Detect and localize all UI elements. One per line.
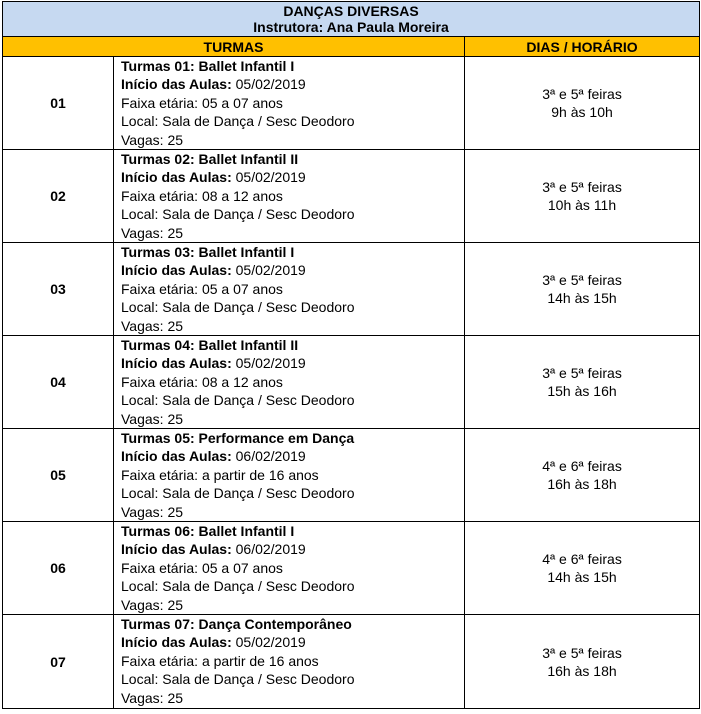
local-line [121, 112, 464, 130]
turma-details [114, 150, 465, 243]
local-label: Local: [121, 206, 159, 223]
turma-details [114, 522, 465, 615]
faixa-line [121, 652, 464, 670]
faixa-label: Faixa etária: [121, 187, 199, 204]
time-range: 15h às 16h [547, 383, 617, 399]
faixa-line [121, 559, 464, 577]
weekdays: 3ª e 5ª feiras [542, 86, 622, 102]
faixa-label: Faixa etária: [121, 94, 199, 111]
local-value: Sala de Dança / Sesc Deodoro [162, 485, 355, 502]
turma-number: 04 [3, 336, 114, 429]
inicio-date: 05/02/2019 [235, 634, 306, 651]
time-range: 14h às 15h [547, 569, 617, 585]
schedule-cell [465, 522, 700, 615]
vagas-value: 25 [167, 596, 184, 613]
vagas-label: Vagas: [121, 689, 164, 706]
inicio-line [121, 447, 464, 465]
schedule-rows [3, 57, 700, 709]
faixa-line [121, 373, 464, 391]
time-range: 14h às 15h [547, 290, 617, 306]
turma-details [114, 615, 465, 709]
faixa-line [121, 187, 464, 205]
table-row [3, 57, 700, 150]
column-header-dias: DIAS / HORÁRIO [465, 37, 700, 57]
local-label: Local: [121, 671, 159, 688]
column-header-row [3, 37, 700, 57]
inicio-date: 05/02/2019 [235, 355, 306, 372]
time-range: 16h às 18h [547, 476, 617, 492]
faixa-label: Faixa etária: [121, 466, 199, 483]
inicio-label: Início das Aulas: [121, 634, 232, 651]
inicio-date: 05/02/2019 [235, 262, 306, 279]
inicio-label: Início das Aulas: [121, 76, 232, 93]
faixa-line [121, 466, 464, 484]
page-title: DANÇAS DIVERSAS [283, 3, 419, 19]
weekdays: 3ª e 5ª feiras [542, 179, 622, 195]
schedule-cell [465, 150, 700, 243]
turma-number: 01 [3, 57, 114, 150]
table-row [3, 522, 700, 615]
schedule-cell [465, 336, 700, 429]
weekdays: 4ª e 6ª feiras [542, 458, 622, 474]
turma-number: 05 [3, 429, 114, 522]
vagas-label: Vagas: [121, 131, 164, 148]
vagas-label: Vagas: [121, 503, 164, 520]
faixa-line [121, 94, 464, 112]
local-line [121, 577, 464, 595]
schedule-cell [465, 615, 700, 709]
turma-details [114, 57, 465, 150]
schedule-cell [465, 57, 700, 150]
turma-number: 02 [3, 150, 114, 243]
inicio-label: Início das Aulas: [121, 448, 232, 465]
turma-details [114, 243, 465, 336]
local-value: Sala de Dança / Sesc Deodoro [162, 671, 355, 688]
faixa-label: Faixa etária: [121, 280, 199, 297]
vagas-value: 25 [167, 224, 184, 241]
schedule-cell [465, 243, 700, 336]
inicio-line [121, 168, 464, 186]
faixa-label: Faixa etária: [121, 373, 199, 390]
local-label: Local: [121, 392, 159, 409]
local-value: Sala de Dança / Sesc Deodoro [162, 578, 355, 595]
faixa-value: 05 a 07 anos [201, 280, 283, 297]
title-cell [3, 2, 700, 37]
inicio-date: 06/02/2019 [235, 448, 306, 465]
vagas-line [121, 224, 464, 242]
vagas-line [121, 503, 464, 521]
faixa-line [121, 280, 464, 298]
local-value: Sala de Dança / Sesc Deodoro [162, 206, 355, 223]
turma-name: Turmas 03: Ballet Infantil I [121, 244, 295, 260]
weekdays: 3ª e 5ª feiras [542, 365, 622, 381]
inicio-date: 06/02/2019 [235, 541, 306, 558]
vagas-value: 25 [167, 410, 184, 427]
turma-number: 07 [3, 615, 114, 709]
faixa-label: Faixa etária: [121, 559, 199, 576]
turma-name: Turmas 04: Ballet Infantil II [121, 337, 299, 353]
local-line [121, 484, 464, 502]
turma-number: 03 [3, 243, 114, 336]
vagas-value: 25 [167, 503, 184, 520]
turma-name: Turmas 07: Dança Contemporâneo [121, 616, 352, 632]
vagas-value: 25 [167, 317, 184, 334]
weekdays: 3ª e 5ª feiras [542, 272, 622, 288]
table-row [3, 150, 700, 243]
local-line [121, 391, 464, 409]
inicio-label: Início das Aulas: [121, 355, 232, 372]
turma-number: 06 [3, 522, 114, 615]
local-line [121, 298, 464, 316]
instructor-name: Instrutora: Ana Paula Moreira [253, 19, 449, 35]
vagas-line [121, 596, 464, 614]
turma-name: Turmas 06: Ballet Infantil I [121, 523, 295, 539]
faixa-value: 05 a 07 anos [201, 94, 283, 111]
vagas-line [121, 317, 464, 335]
table-row [3, 243, 700, 336]
local-value: Sala de Dança / Sesc Deodoro [162, 299, 355, 316]
weekdays: 4ª e 6ª feiras [542, 551, 622, 567]
inicio-label: Início das Aulas: [121, 169, 232, 186]
local-value: Sala de Dança / Sesc Deodoro [162, 392, 355, 409]
table-row [3, 429, 700, 522]
faixa-value: 05 a 07 anos [201, 559, 283, 576]
title-row [3, 2, 700, 37]
turma-details [114, 429, 465, 522]
table-row [3, 615, 700, 709]
vagas-label: Vagas: [121, 224, 164, 241]
inicio-line [121, 354, 464, 372]
inicio-date: 05/02/2019 [235, 169, 306, 186]
vagas-value: 25 [167, 131, 184, 148]
inicio-line [121, 633, 464, 651]
vagas-label: Vagas: [121, 596, 164, 613]
vagas-label: Vagas: [121, 317, 164, 334]
faixa-value: 08 a 12 anos [201, 187, 283, 204]
inicio-line [121, 75, 464, 93]
schedule-table [2, 1, 700, 709]
schedule-cell [465, 429, 700, 522]
turma-details [114, 336, 465, 429]
faixa-label: Faixa etária: [121, 652, 199, 669]
turma-name: Turmas 05: Performance em Dança [121, 430, 355, 446]
vagas-label: Vagas: [121, 410, 164, 427]
vagas-line [121, 689, 464, 707]
column-header-turmas: TURMAS [3, 37, 465, 57]
faixa-value: a partir de 16 anos [201, 466, 319, 483]
inicio-line [121, 540, 464, 558]
faixa-value: a partir de 16 anos [201, 652, 319, 669]
local-line [121, 205, 464, 223]
time-range: 9h às 10h [551, 104, 613, 120]
table-row [3, 336, 700, 429]
inicio-label: Início das Aulas: [121, 262, 232, 279]
vagas-value: 25 [167, 689, 184, 706]
turma-name: Turmas 01: Ballet Infantil I [121, 58, 295, 74]
time-range: 16h às 18h [547, 662, 617, 679]
inicio-date: 05/02/2019 [235, 76, 306, 93]
vagas-line [121, 131, 464, 149]
faixa-value: 08 a 12 anos [201, 373, 283, 390]
local-label: Local: [121, 299, 159, 316]
inicio-label: Início das Aulas: [121, 541, 232, 558]
turma-name: Turmas 02: Ballet Infantil II [121, 151, 299, 167]
local-label: Local: [121, 578, 159, 595]
inicio-line [121, 261, 464, 279]
weekdays: 3ª e 5ª feiras [542, 644, 622, 661]
time-range: 10h às 11h [547, 197, 617, 213]
vagas-line [121, 410, 464, 428]
local-line [121, 670, 464, 688]
local-value: Sala de Dança / Sesc Deodoro [162, 113, 355, 130]
local-label: Local: [121, 485, 159, 502]
local-label: Local: [121, 113, 159, 130]
